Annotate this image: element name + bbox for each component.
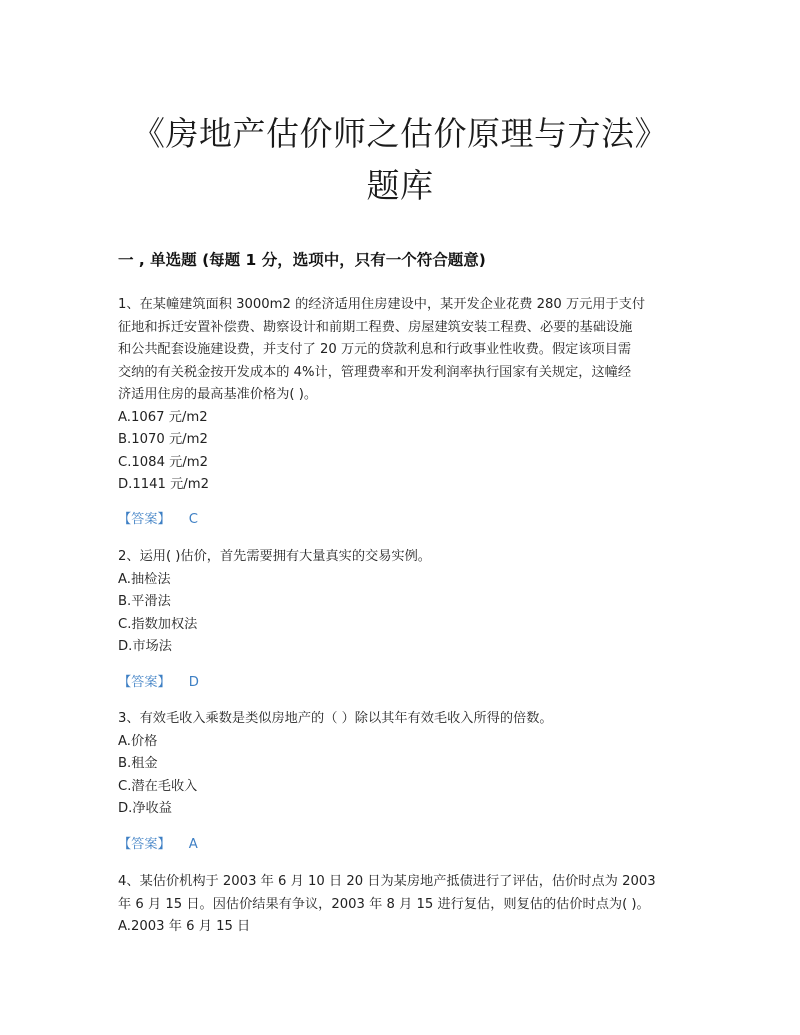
answer-value: C xyxy=(188,512,198,527)
question-2 xyxy=(118,546,688,659)
option-b: B.租金 xyxy=(118,756,158,771)
option-a: A.价格 xyxy=(118,733,158,749)
question-stem-line: 1、在某幢建筑面积 3000m2 的经济适用住房建设中，某开发企业花费 280 万元用于支付 xyxy=(118,297,646,312)
answer-label: 【答案】 xyxy=(118,675,171,690)
option-a: A.抽检法 xyxy=(118,571,171,587)
question-stem-line: 3、有效毛收入乘数是类似房地产的（ ）除以其年有效毛收入所得的倍数。 xyxy=(118,711,553,726)
answer-value: D xyxy=(188,675,199,690)
option-b: B.1070 元/m2 xyxy=(118,432,208,447)
answer-label: 【答案】 xyxy=(118,512,171,527)
option-a: A.2003 年 6 月 15 日 xyxy=(118,919,251,934)
option-c: C.指数加权法 xyxy=(118,616,198,632)
answer-3 xyxy=(118,834,688,857)
question-1 xyxy=(118,294,688,497)
question-stem-line: 2、运用( )估价，首先需要拥有大量真实的交易实例。 xyxy=(118,549,431,564)
question-stem-line: 交纳的有关税金按开发成本的 4%计，管理费率和开发利润率执行国家有关规定，这幢经 xyxy=(118,364,632,380)
question-stem-line: 年 6 月 15 日。因估价结果有争议，2003 年 8 月 15 进行复估，则复估的估价时点为( )。 xyxy=(118,896,650,912)
option-c: C.潜在毛收入 xyxy=(118,778,198,794)
document-title: 《房地产估价师之估价原理与方法》 xyxy=(132,114,668,153)
answer-label: 【答案】 xyxy=(118,837,171,852)
answer-1 xyxy=(118,509,688,532)
option-d: D.市场法 xyxy=(118,639,172,654)
document-subtitle: 题库 xyxy=(366,166,434,205)
question-3 xyxy=(118,708,688,821)
question-4 xyxy=(118,871,688,939)
answer-2 xyxy=(118,672,688,695)
section-heading: 一 , 单选题 (每题 1 分，选项中，只有一个符合题意) xyxy=(118,251,486,269)
option-b: B.平滑法 xyxy=(118,594,171,609)
answer-value: A xyxy=(188,837,198,852)
option-a: A.1067 元/m2 xyxy=(118,409,208,425)
question-stem-line: 和公共配套设施建设费，并支付了 20 万元的贷款利息和行政事业性收费。假定该项目需 xyxy=(118,342,632,357)
question-stem-line: 4、某估价机构于 2003 年 6 月 10 日 20 日为某房地产抵债进行了评估，估价时点为 2003 xyxy=(118,874,656,889)
option-d: D.1141 元/m2 xyxy=(118,477,209,492)
option-d: D.净收益 xyxy=(118,801,172,816)
question-stem-line: 征地和拆迁安置补偿费、勘察设计和前期工程费、房屋建筑安装工程费、必要的基础设施 xyxy=(118,319,633,335)
question-stem-line: 济适用住房的最高基准价格为( )。 xyxy=(118,387,318,402)
option-c: C.1084 元/m2 xyxy=(118,454,209,470)
